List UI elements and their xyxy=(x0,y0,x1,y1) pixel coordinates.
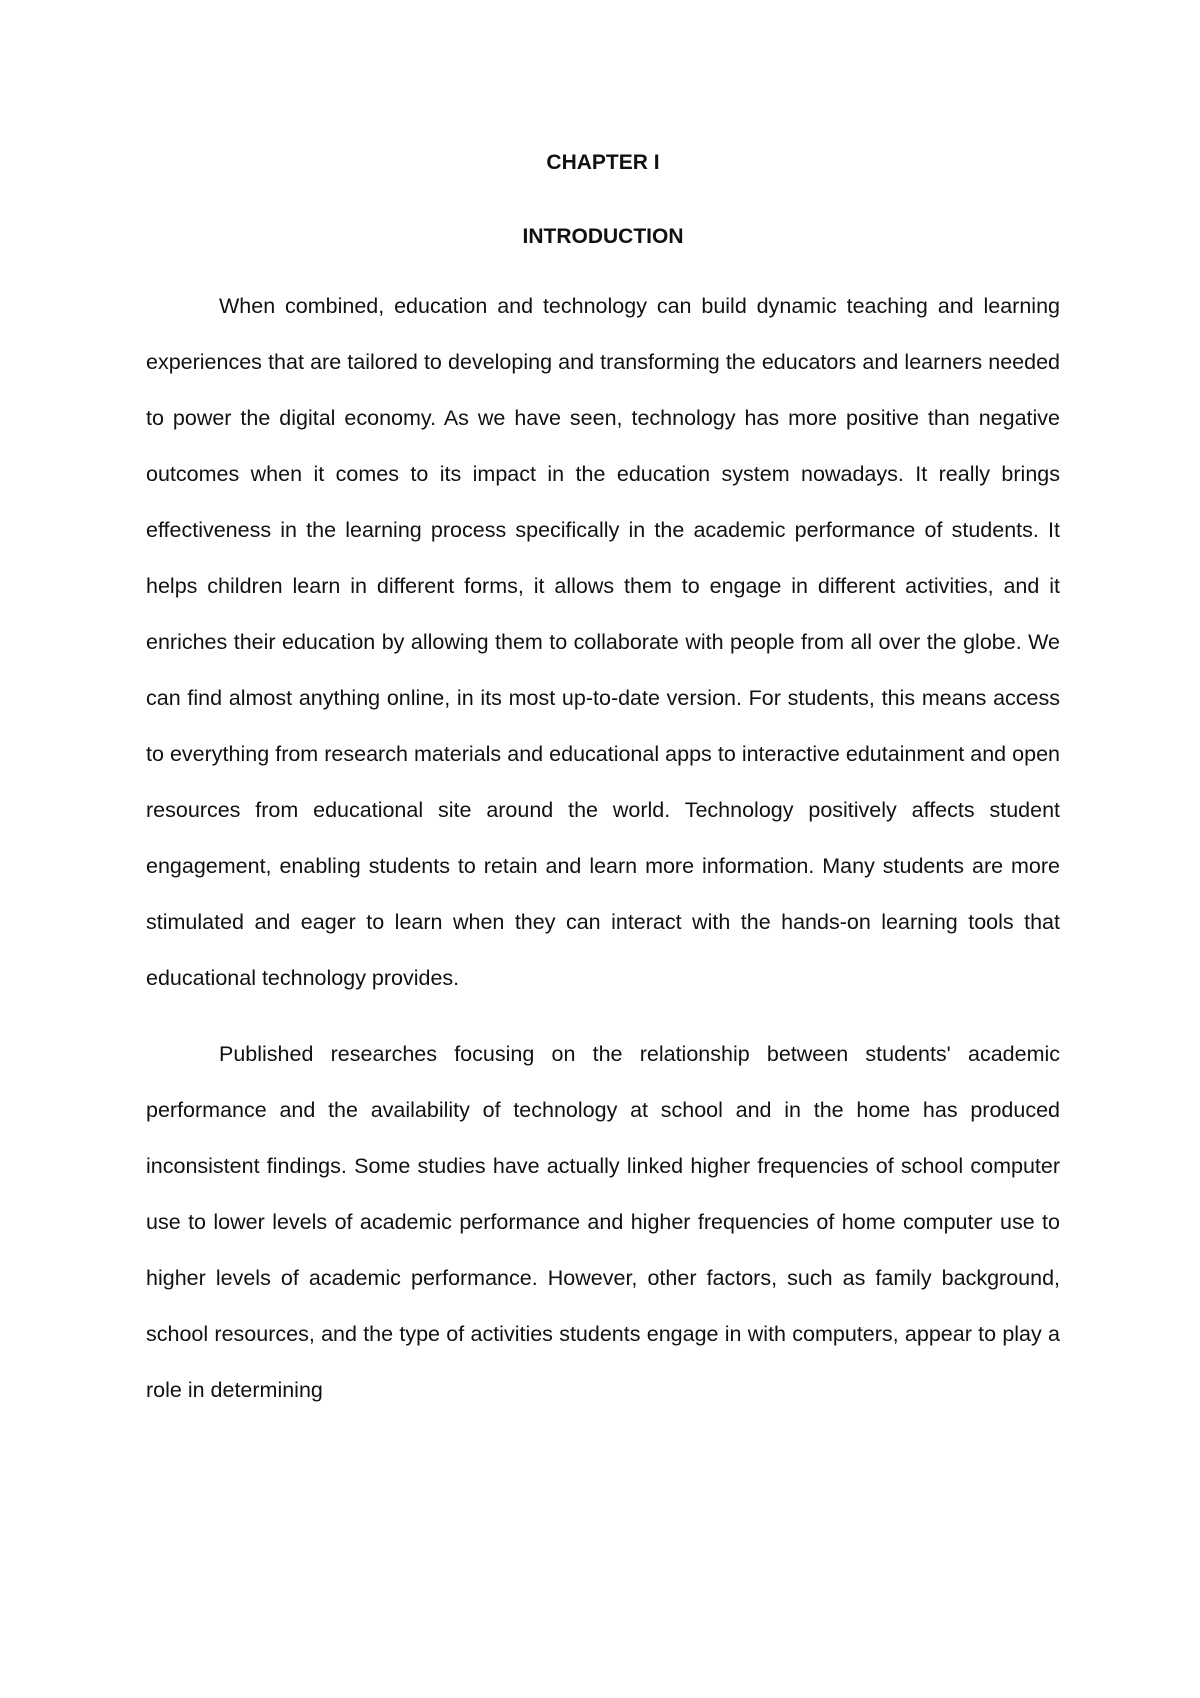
body-paragraph-2: Published researches focusing on the relationship between students' academic performance and the availability of technology at school and in the home has produced inconsistent findings. Some studies have actually linked higher frequencies of school computer use to lower levels of academic performance and higher frequencies of home computer use to higher levels of academic performance. However, other factors, such as family background, school resources, and the type of activities students engage in with computers, appear to play a role in determining xyxy=(146,1042,1060,1402)
body-paragraph-1: When combined, education and technology can build dynamic teaching and learning experiences that are tailored to developing and transforming the educators and learners needed to power the digital economy. As we have seen, technology has more positive than negative outcomes when it comes to its impact in the education system nowadays. It really brings effectiveness in the learning process specifically in the academic performance of students. It helps children learn in different forms, it allows them to engage in different activities, and it enriches their education by allowing them to collaborate with people from all over the globe. We can find almost anything online, in its most up-to-date version. For students, this means access to everything from research materials and educational apps to interactive edutainment and open resources from educational site around the world. Technology positively affects student engagement, enabling students to retain and learn more information. Many students are more stimulated and eager to learn when they can interact with the hands-on learning tools that educational technology provides. xyxy=(146,294,1060,990)
section-title: INTRODUCTION xyxy=(522,225,684,248)
chapter-title: CHAPTER I xyxy=(546,151,660,174)
page-content xyxy=(146,140,1060,1418)
